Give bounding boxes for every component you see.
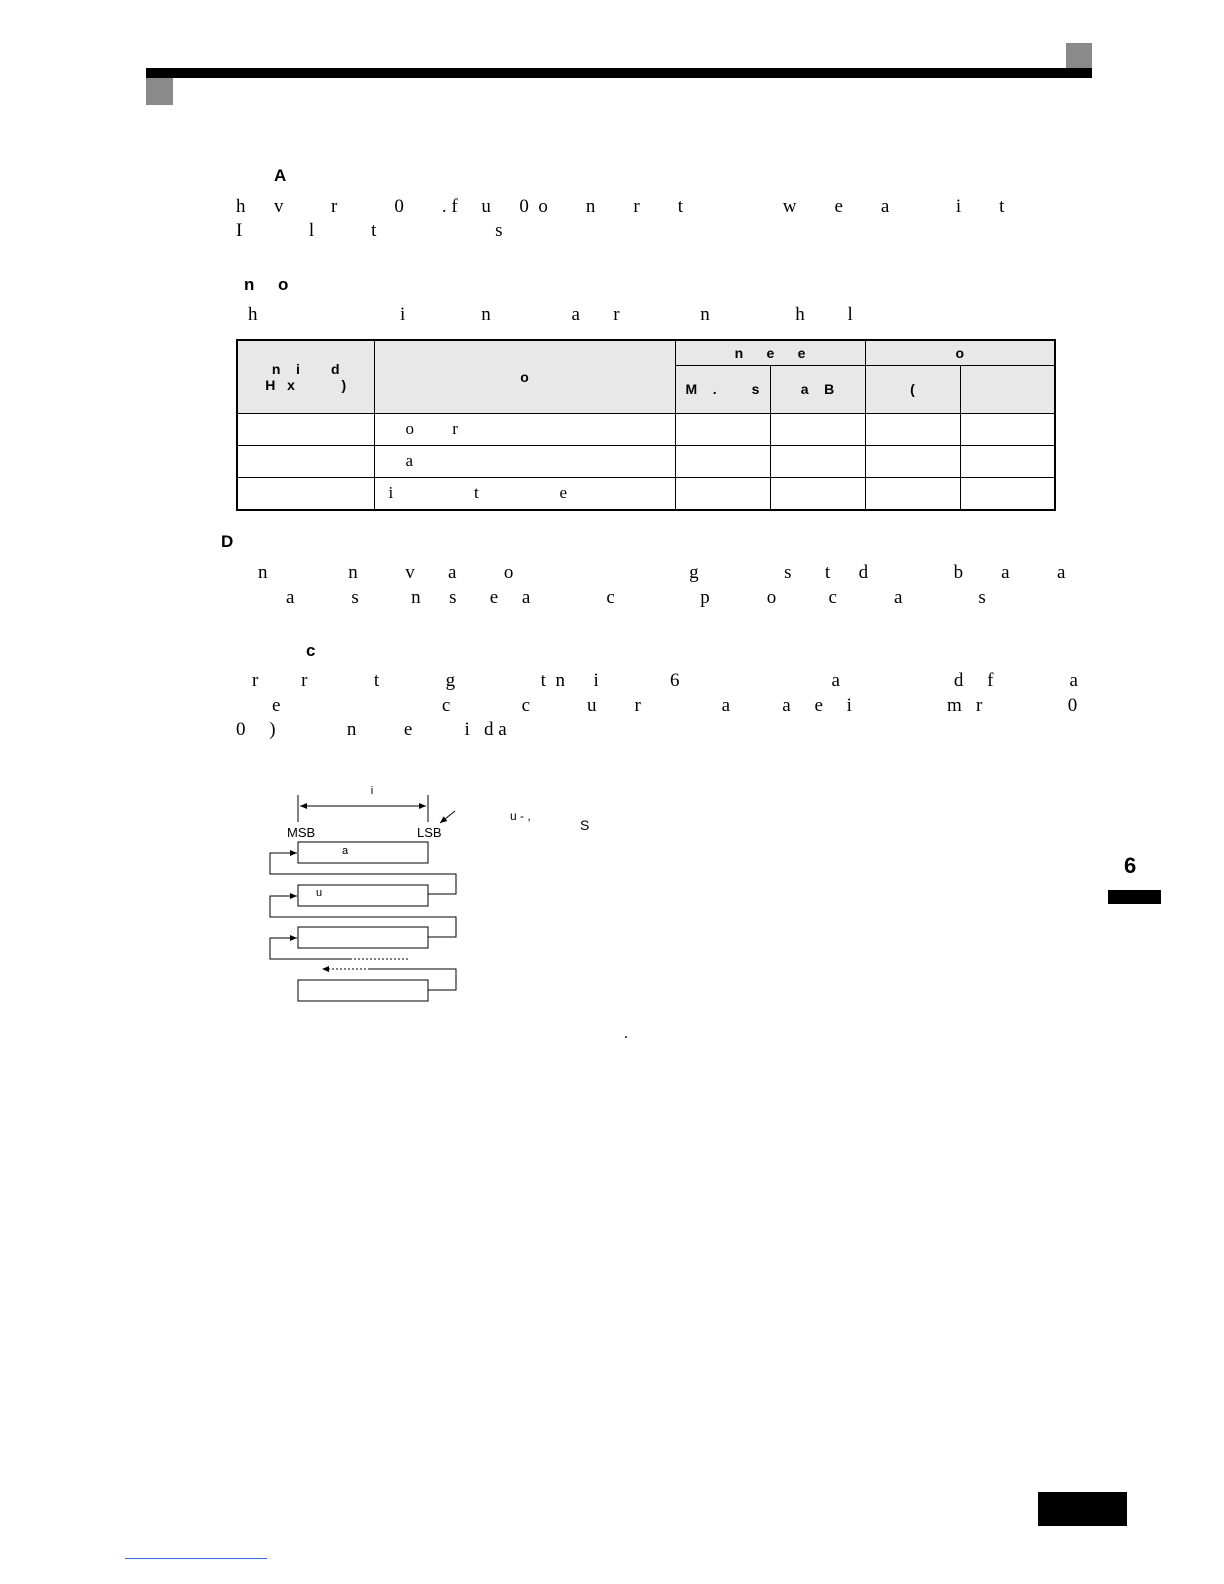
section-a-heading: A [274, 166, 287, 185]
table-cell [960, 477, 1055, 510]
diagram-note-line-2: S [580, 817, 590, 833]
section-d-heading: D [221, 532, 234, 551]
table-subheader-3: ( [865, 365, 960, 413]
stray-dot: . [624, 1025, 628, 1042]
table-row [237, 445, 1055, 477]
table-header-group-2: o [865, 340, 1055, 365]
register-shift-diagram [260, 778, 660, 1008]
table-subheader-1: M . s [675, 365, 770, 413]
section-c-paragraph-line-3: 0 ) n e i d a [236, 719, 507, 740]
table-row [237, 413, 1055, 445]
table-cell [675, 445, 770, 477]
table-cell [237, 413, 374, 445]
table-header-col-1: n i d H x ) [237, 340, 374, 413]
table-cell [675, 413, 770, 445]
table-cell [865, 477, 960, 510]
table-cell-description: o r [374, 413, 675, 445]
msb-label: MSB [287, 825, 316, 840]
section-d-paragraph-line-1: n n v a o g s t d b a a [258, 562, 1066, 583]
footer-link-underline [125, 1558, 267, 1559]
section-c-paragraph-line-1: r r t g t n i 6 a d f a [252, 670, 1078, 691]
header-corner-square-right [1066, 43, 1092, 69]
register-box-3 [298, 927, 428, 948]
table-row [237, 477, 1055, 510]
table-cell [865, 445, 960, 477]
table-cell-description: i t e [374, 477, 675, 510]
pointer-arrow [440, 811, 455, 823]
diagram-top-label: i [370, 785, 374, 797]
section-c-heading: c [306, 641, 316, 660]
table-cell [960, 445, 1055, 477]
table-cell-description: a [374, 445, 675, 477]
lsb-label: LSB [417, 825, 442, 840]
table-cell [770, 413, 865, 445]
table-cell [770, 445, 865, 477]
section-no-heading: n o [244, 275, 289, 294]
table-cell [865, 413, 960, 445]
chapter-number: 6 [1124, 853, 1137, 878]
register-table [236, 339, 1056, 511]
section-a-paragraph-line-1: h v r 0 . f u 0 o n r t w e a i t [236, 196, 1005, 217]
table-cell [237, 477, 374, 510]
header-rule [146, 68, 1092, 78]
section-a-paragraph-line-2: I l t s [236, 220, 503, 241]
register-box-1 [298, 842, 428, 863]
table-subheader-2: a B [770, 365, 865, 413]
table-cell [770, 477, 865, 510]
table-cell [237, 445, 374, 477]
register-box-4 [298, 980, 428, 1001]
diagram-note-line-1: u - , [510, 809, 531, 823]
table-cell [675, 477, 770, 510]
section-no-paragraph: h i n a r n h l [248, 304, 853, 325]
header-corner-square-left [146, 78, 173, 105]
page-number-box [1038, 1492, 1127, 1526]
register-box-1-label: a [342, 845, 349, 857]
table-header-col-2: o [374, 340, 675, 413]
chapter-tab-bar [1108, 890, 1161, 904]
table-subheader-4 [960, 365, 1055, 413]
register-box-2-label: u [316, 887, 323, 899]
table-cell [960, 413, 1055, 445]
section-c-paragraph-line-2: e c c u r a a e i m r 0 [272, 695, 1078, 716]
table-header-group-1: n e e [675, 340, 865, 365]
section-d-paragraph-line-2: a s n s e a c p o c a s [286, 587, 986, 608]
